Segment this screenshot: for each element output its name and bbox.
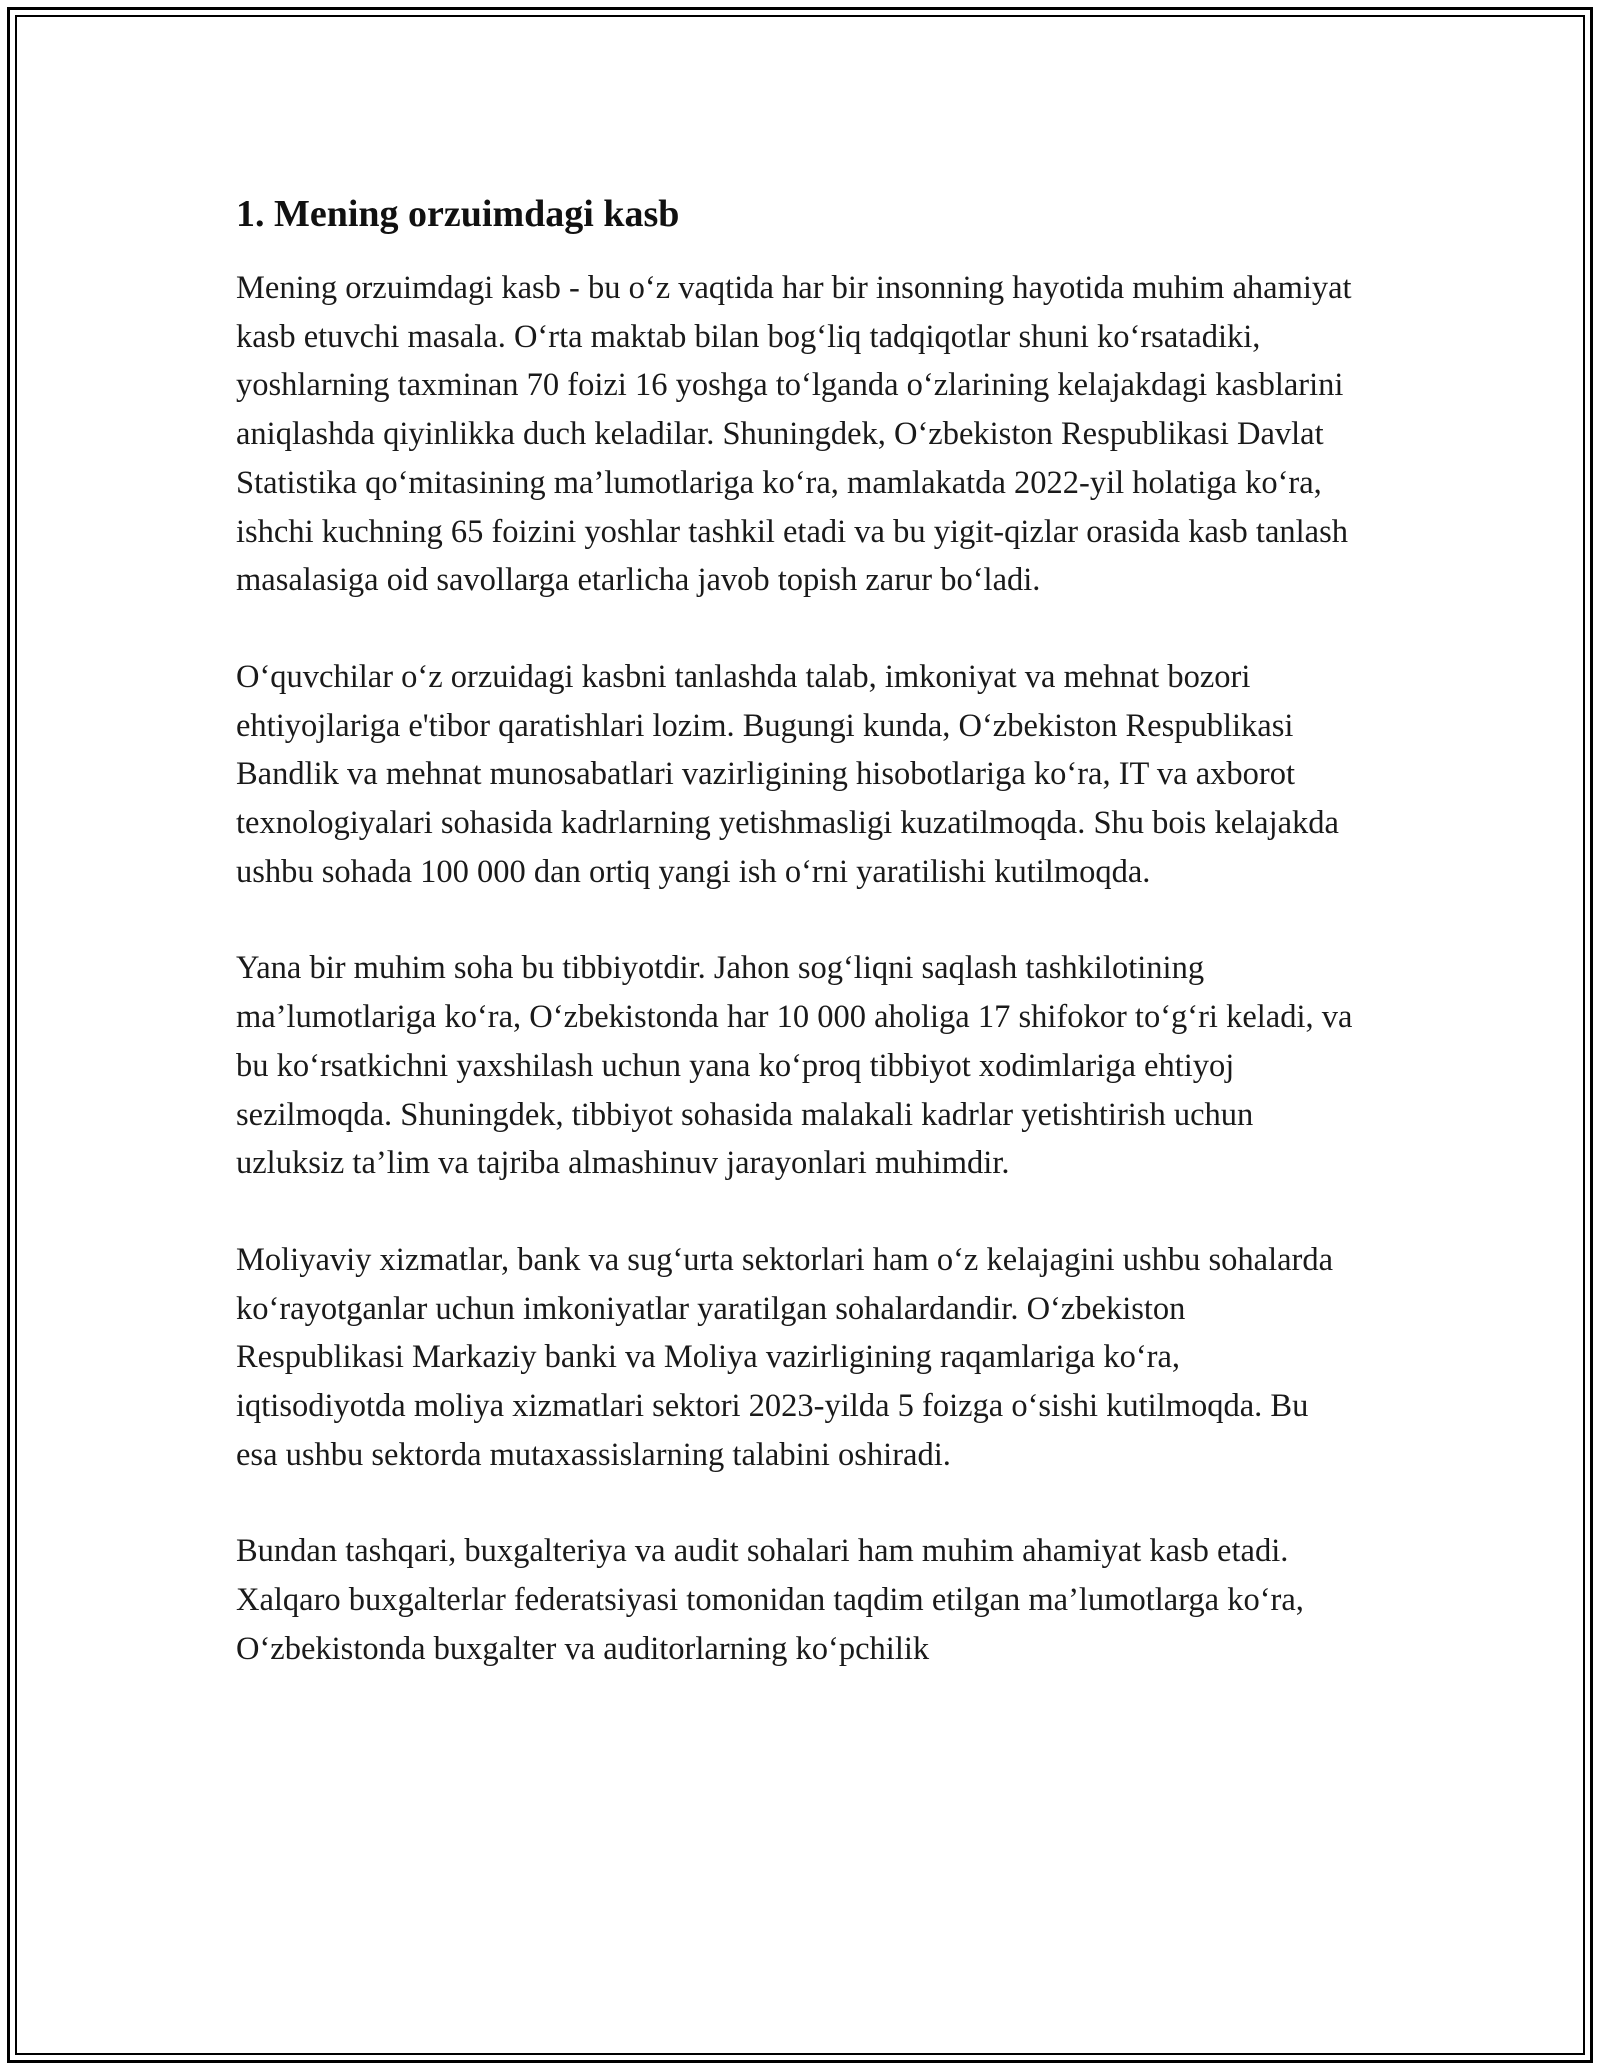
section-heading: 1. Mening orzuimdagi kasb [236, 193, 680, 235]
paragraph-finance: Moliyaviy xizmatlar, bank va sug‘urta sektorlari ham o‘z kelajagini ushbu sohalarda ko‘rayotganlar uchun imkoniyatlar yaratilgan sohalardandir. O‘zbekiston Respublikasi Markaziy banki va Moliya vazirligining raqamlariga ko‘ra, iqtisodiyotda moliya xizmatlari sektori 2023-yilda 5 foizga o‘sishi kutilmoqda. Bu esa ushbu sektorda mutaxassislarning talabini oshiradi. [236, 1241, 1334, 1473]
paragraph-medicine: Yana bir muhim soha bu tibbiyotdir. Jahon sog‘liqni saqlash tashkilotining ma’lumotlariga ko‘ra, O‘zbekistonda har 10 000 aholiga 17 shifokor to‘g‘ri keladi, va bu ko‘rsatkichni yaxshilash uchun yana ko‘proq tibbiyot xodimlariga ehtiyoj sezilmoqda. Shuningdek, tibbiyot sohasida malakali kadrlar yetishtirish uchun uzluksiz ta’lim va tajriba almashinuv jarayonlari muhimdir. [236, 950, 1353, 1182]
paragraph-it-sector: O‘quvchilar o‘z orzuidagi kasbni tanlashda talab, imkoniyat va mehnat bozori ehtiyojlariga e'tibor qaratishlari lozim. Bugungi kunda, O‘zbekiston Respublikasi Bandlik va mehnat munosabatlari vazirligining hisobotlariga ko‘ra, IT va axborot texnologiyalari sohasida kadrlarning yetishmasligi kuzatilmoqda. Shu bois kelajakda ushbu sohada 100 000 dan ortiq yangi ish o‘rni yaratilishi kutilmoqda. [236, 658, 1339, 890]
document-body [236, 186, 1356, 1722]
paragraph-accounting: Bundan tashqari, buxgalteriya va audit sohalari ham muhim ahamiyat kasb etadi. Xalqaro buxgalterlar federatsiyasi tomonidan taqdim etilgan ma’lumotlarga ko‘ra, O‘zbekistonda buxgalter va auditorlarning ko‘pchilik [236, 1533, 1304, 1667]
paragraph-intro: Mening orzuimdagi kasb - bu o‘z vaqtida har bir insonning hayotida muhim ahamiyat kasb etuvchi masala. O‘rta maktab bilan bog‘liq tadqiqotlar shuni ko‘rsatadiki, yoshlarning taxminan 70 foizi 16 yoshga to‘lganda o‘zlarining kelajakdagi kasblarini aniqlashda qiyinlikka duch keladilar. Shuningdek, O‘zbekiston Respublikasi Davlat Statistika qo‘mitasining ma’lumotlariga ko‘ra, mamlakatda 2022-yil holatiga ko‘ra, ishchi kuchning 65 foizini yoshlar tashkil etadi va bu yigit-qizlar orasida kasb tanlash masalasiga oid savollarga etarlicha javob topish zarur bo‘ladi. [236, 270, 1352, 599]
